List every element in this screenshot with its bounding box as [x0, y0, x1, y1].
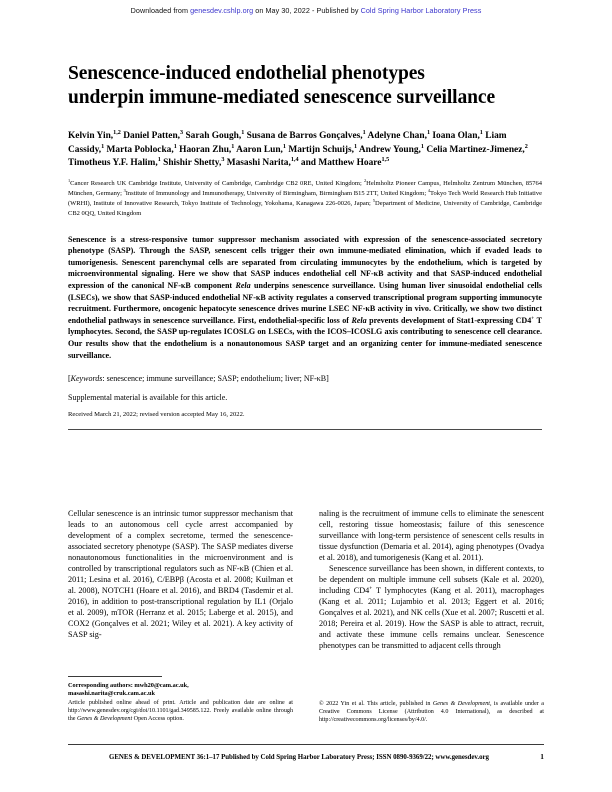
article-header — [68, 0, 544, 430]
author-list: Kelvin Yin,$^{1,2}$ Daniel Patten,$^3$ Sarah Gough,$^1$ Susana de Barros Gonçalves,$^1$ Adelyne Chan,$^1$ Ioana Olan,$^1$ Liam Cassidy,$^1$ Marta Poblocka,$^1$ Haoran Zhu,$^1$ Aaron Lun,$^1$ Martijn Schuijs,$^1$ Andrew Young,$^1$ Celia Martinez-Jimenez,$^2$ Timotheus Y.F. Halim,$^1$ Shishir Shetty,$^3$ Masashi Narita,$^{1,4}$ and Matthew Hoare$^{1,5}$ — [68, 129, 528, 168]
corresponding-authors-line1: Corresponding authors: mwh20@cam.ac.uk, — [68, 682, 189, 689]
page-title: Senescence-induced endothelial phenotypes underpin immune-mediated senescence surveillance — [68, 63, 495, 108]
page-number: 1 — [540, 752, 544, 761]
banner-link-publisher[interactable]: Cold Spring Harbor Laboratory Press — [360, 6, 482, 15]
header-divider — [68, 429, 542, 430]
body-columns — [68, 508, 544, 651]
abstract: Senescence is a stress-responsive tumor suppressor mechanism associated with expression of the senescence-associated secretory phenotype (SASP). Through the SASP, senescent cells trigger their own immune-mediated elimination, which if evaded leads to tumorigenesis. Senescent parenchymal cells are separated from circulating immunocytes by the endothelium, which is targeted by microenvironmental signaling. Here we show that SASP induces endothelial cell NF-κB activity and that SASP-induced endothelial expression of the canonical NF-κB component Rela underpins senescence surveillance. Using human liver sinusoidal endothelial cells (LSECs), we show that SASP-induced endothelial NF-κB activity regulates a conserved transcriptional program supporting immunocyte recruitment. Furthermore, oncogenic hepatocyte senescence drives murine LSEC NF-κB activity in vivo. Critically, we show two distinct endothelial pathways in senescence surveillance. First, endothelial-specific loss of Rela prevents development of Stat1-expressing CD4+ T lymphocytes. Second, the SASP up-regulates ICOSLG on LSECs, with the ICOS–ICOSLG axis contributing to senescence cell clearance. Our results show that the endothelium is a nonautonomous SASP target and an organizing center for immune-mediated senescence surveillance. — [68, 234, 543, 360]
corresponding-authors-line2: masashi.narita@cruk.cam.ac.uk — [68, 690, 156, 698]
page-footer — [68, 752, 544, 761]
keywords: [Keywords: senescence; immune surveillance; SASP; endothelium; liver; NF-κB] — [68, 374, 329, 384]
banner-prefix: Downloaded from — [130, 6, 191, 15]
corresponding-author-footnote — [68, 676, 293, 724]
footer-citation: GENES & DEVELOPMENT 36:1–17 Published by Cold Spring Harbor Laboratory Press; ISSN 0890-9369/22; www.genesdev.org — [109, 754, 489, 761]
footer-divider — [68, 744, 544, 745]
affiliation-list: $^1$Cancer Research UK Cambridge Institute, University of Cambridge, Cambridge CB2 0RE, United Kingdom; $^2$Helmholtz Pioneer Campus, Helmholtz Zentrum München, 85764 München, Germany; $^3$Institute of Immunology and Immunotherapy, University of Birmingham, Birmingham B15 2TT, United Kingdom; $^4$Tokyo Tech World Research Hub Initiative (WRHI), Institute of Innovative Research, Tokyo Institute of Technology, Yokohama, Kanagawa 226-0026, Japan; $^5$Department of Medicine, University of Cambridge, Cambridge CB2 0QQ, United Kingdom — [68, 178, 543, 217]
received-dates: Received March 21, 2022; revised version accepted May 16, 2022. — [68, 411, 245, 419]
banner-middle: on May 30, 2022 - Published by — [253, 6, 361, 15]
publication-note: Article published online ahead of print. Article and publication date are online at http://www.genesdev.org/cgi/doi/10.1101/gad.349585.122. Freely available online through the Genes & Development Open Access option. — [68, 700, 293, 722]
body-text-right: naling is the recruitment of immune cells to eliminate the senescent cell, restoring tissue homeostasis; failure of this senescence surveillance with long-term persistence of senescent cells results in tissue dysfunction (Demaria et al. 2014), aging phenotypes (Ovadya et al. 2018), and tumorigenesis (Kang et al. 2011). Senescence surveillance has been shown, in different contexts, to be dependent on multiple immune cell subsets (Kale et al. 2020), including CD4+ T lymphocytes (Kang et al. 2011), macrophages (Kang et al. 2011; Lujambio et al. 2013; Eggert et al. 2016; Gonçalves et al. 2021), and NK cells (Xue et al. 2007; Ruscetti et al. 2018; Pereira et al. 2019). How the SASP is able to attract, recruit, and activate these immune cells remains unclear. Senescence phenotypes can be transmitted to adjacent cells through — [319, 509, 544, 651]
footnote-divider — [68, 676, 162, 677]
body-text-left: Cellular senescence is an intrinsic tumor suppressor mechanism that leads to an autonomous cell cycle arrest accompanied by development of a complex secretome, termed the senescence-associated secretory phenotype (SASP). The SASP mediates diverse nonautonomous functionalities in the microenvironment and is controlled by transcriptional regulators such as NF-κB (Chien et al. 2011; Lesina et al. 2016), C/EBPβ (Acosta et al. 2008; Kuilman et al. 2008), NOTCH1 (Hoare et al. 2016), and BRD4 (Tasdemir et al. 2016), in addition to post-transcriptional regulation by IL1 (Orjalo et al. 2009), mTOR (Herranz et al. 2015; Laberge et al. 2015), and COX2 (Gonçalves et al. 2021; Wiley et al. 2021). A key activity of SASP sig- — [68, 509, 293, 640]
body-column-right — [319, 508, 544, 651]
body-column-left — [68, 508, 293, 651]
supplemental-note: Supplemental material is available for this article. — [68, 393, 228, 403]
banner-link-genesdev[interactable]: genesdev.cshlp.org — [190, 6, 254, 15]
copyright-note: © 2022 Yin et al. This article, published in Genes & Development, is available under a Creative Commons License (Attribution 4.0 International), as described at http://creativecommons.org/licenses/by/4.0/. — [319, 701, 544, 724]
